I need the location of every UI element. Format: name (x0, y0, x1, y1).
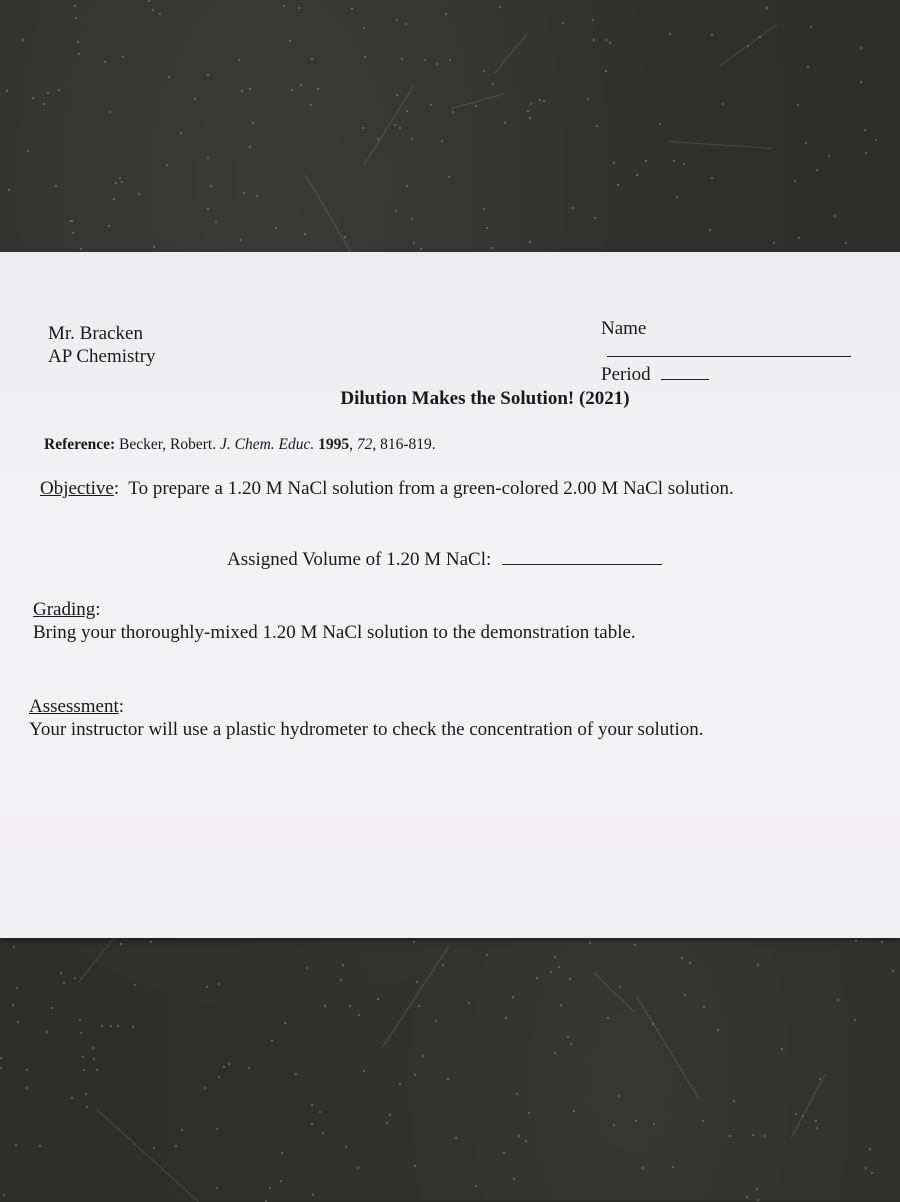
objective-line: Objective: To prepare a 1.20 M NaCl solution from a green-colored 2.00 M NaCl solution. (40, 478, 734, 499)
table-speck (345, 1146, 347, 1148)
table-speck (395, 210, 397, 212)
name-field[interactable] (607, 341, 851, 357)
period-field[interactable] (661, 364, 709, 380)
table-speck (342, 964, 344, 966)
table-speck (676, 196, 678, 198)
worksheet-paper (0, 252, 900, 938)
table-speck (449, 59, 451, 61)
table-speck (892, 970, 894, 972)
table-speck (110, 1025, 112, 1027)
table-speck (119, 177, 121, 179)
table-speck (269, 1187, 271, 1189)
table-speck (807, 66, 809, 68)
table-speck (43, 103, 45, 105)
reference-volume: 72 (356, 436, 373, 453)
table-speck (413, 242, 415, 244)
table-speck (58, 89, 60, 91)
table-speck (317, 88, 319, 90)
table-speck (513, 1178, 515, 1180)
table-speck (593, 39, 595, 41)
objective-label: Objective (40, 478, 114, 499)
teacher-block (48, 322, 156, 368)
table-speck (252, 122, 254, 124)
assigned-volume-label: Assigned Volume of 1.20 M NaCl: (227, 549, 492, 570)
table-speck (483, 70, 485, 72)
table-speck (592, 19, 594, 21)
table-speck (311, 1123, 313, 1125)
table-speck (468, 1002, 470, 1004)
reference-authors: Becker, Robert. (119, 436, 217, 453)
table-speck (134, 984, 136, 986)
table-speck (746, 1196, 748, 1198)
table-speck (413, 941, 415, 943)
reference-label: Reference: (44, 436, 116, 453)
table-speck (587, 98, 589, 100)
reference-pages: 816-819. (380, 436, 436, 453)
table-speck (729, 1135, 731, 1137)
table-speck (121, 181, 123, 183)
table-speck (619, 986, 621, 988)
table-speck (0, 1067, 2, 1069)
table-speck (77, 41, 79, 43)
table-speck (241, 90, 243, 92)
table-speck (448, 176, 450, 178)
table-speck (159, 13, 161, 15)
table-speck (311, 58, 313, 60)
table-speck (12, 1004, 14, 1006)
assigned-volume-field[interactable] (502, 549, 662, 565)
table-speck (8, 189, 10, 191)
table-speck (613, 162, 615, 164)
table-speck (238, 59, 240, 61)
table-speck (424, 59, 426, 61)
table-speck (207, 157, 209, 159)
table-speck (249, 88, 251, 90)
table-speck (452, 111, 454, 113)
table-speck (311, 1104, 313, 1106)
table-speck (642, 1167, 644, 1169)
table-speck (207, 208, 209, 210)
table-speck (558, 966, 560, 968)
table-speck (216, 1128, 218, 1130)
table-speck (115, 182, 117, 184)
table-speck (153, 1147, 155, 1149)
table-speck (455, 1137, 457, 1139)
table-speck (175, 1145, 177, 1147)
table-speck (554, 1052, 556, 1054)
table-speck (86, 1106, 88, 1108)
table-speck (528, 1112, 530, 1114)
table-speck (709, 229, 711, 231)
objective-text: To prepare a 1.20 M NaCl solution from a green-colored 2.00 M NaCl solution. (128, 478, 734, 499)
table-speck (289, 40, 291, 42)
table-speck (27, 150, 29, 152)
period-label: Period (601, 364, 651, 385)
table-speck (618, 1095, 620, 1097)
table-speck (223, 1066, 225, 1068)
assigned-volume-line (227, 549, 662, 571)
table-speck (22, 39, 24, 41)
table-speck (74, 5, 76, 7)
table-speck (206, 986, 208, 988)
table-speck (411, 218, 413, 220)
table-speck (32, 97, 34, 99)
table-speck (399, 127, 401, 129)
table-speck (109, 111, 111, 113)
table-speck (562, 22, 564, 24)
table-speck (420, 248, 422, 250)
table-speck (215, 221, 217, 223)
assessment-label: Assessment (29, 696, 119, 717)
table-speck (75, 17, 77, 19)
table-speck (805, 142, 807, 144)
table-speck (486, 227, 488, 229)
table-speck (13, 946, 15, 948)
table-speck (71, 1097, 73, 1099)
assessment-text: Your instructor will use a plastic hydrometer to check the concentration of your solution. (29, 719, 704, 740)
table-speck (358, 1014, 360, 1016)
reference-journal: J. Chem. Educ. (219, 436, 315, 453)
grading-section: Grading: Bring your thoroughly-mixed 1.20 M NaCl solution to the demonstration table. (33, 599, 636, 643)
table-speck (104, 61, 106, 63)
table-speck (669, 33, 671, 35)
table-speck (168, 76, 170, 78)
table-speck (634, 944, 636, 946)
table-speck (733, 1100, 735, 1102)
course-name: AP Chemistry (48, 346, 156, 367)
table-speck (47, 92, 49, 94)
table-speck (864, 129, 866, 131)
table-speck (445, 13, 447, 15)
table-speck (673, 160, 675, 162)
table-speck (399, 1083, 401, 1085)
table-speck (298, 7, 300, 9)
table-speck (39, 1145, 41, 1147)
table-speck (550, 971, 552, 973)
grading-label: Grading (33, 599, 96, 620)
name-label: Name (601, 318, 647, 339)
table-speck (117, 1025, 119, 1027)
table-speck (51, 1007, 53, 1009)
table-speck (795, 1113, 797, 1115)
table-speck (503, 1152, 505, 1154)
table-speck (764, 1135, 766, 1137)
table-speck (589, 942, 591, 944)
table-speck (248, 1067, 250, 1069)
table-speck (210, 185, 212, 187)
table-speck (78, 53, 80, 55)
reference-year: 1995 (318, 436, 350, 453)
table-speck (406, 110, 408, 112)
grading-text: Bring your thoroughly-mixed 1.20 M NaCl solution to the demonstration table. (33, 622, 636, 643)
table-speck (596, 125, 598, 127)
table-speck (275, 227, 277, 229)
table-speck (605, 70, 607, 72)
table-speck (672, 1166, 674, 1168)
table-speck (295, 1073, 297, 1075)
table-speck (180, 132, 182, 134)
table-speck (773, 242, 775, 244)
worksheet-title: Dilution Makes the Solution! (2021) (340, 388, 630, 409)
table-speck (860, 81, 862, 83)
table-speck (351, 8, 353, 10)
table-speck (93, 1058, 95, 1060)
table-speck (72, 232, 74, 234)
table-speck (781, 1048, 783, 1050)
assessment-section: Assessment: Your instructor will use a plastic hydrometer to check the concentration of your solution. (29, 696, 704, 740)
table-speck (430, 104, 432, 106)
reference-line: Reference: Becker, Robert. J. Chem. Educ. 1995, 72, 816-819. (44, 436, 436, 453)
teacher-name: Mr. Bracken (48, 323, 143, 344)
table-speck (607, 1017, 609, 1019)
table-speck (304, 233, 306, 235)
student-info-block (601, 317, 900, 386)
